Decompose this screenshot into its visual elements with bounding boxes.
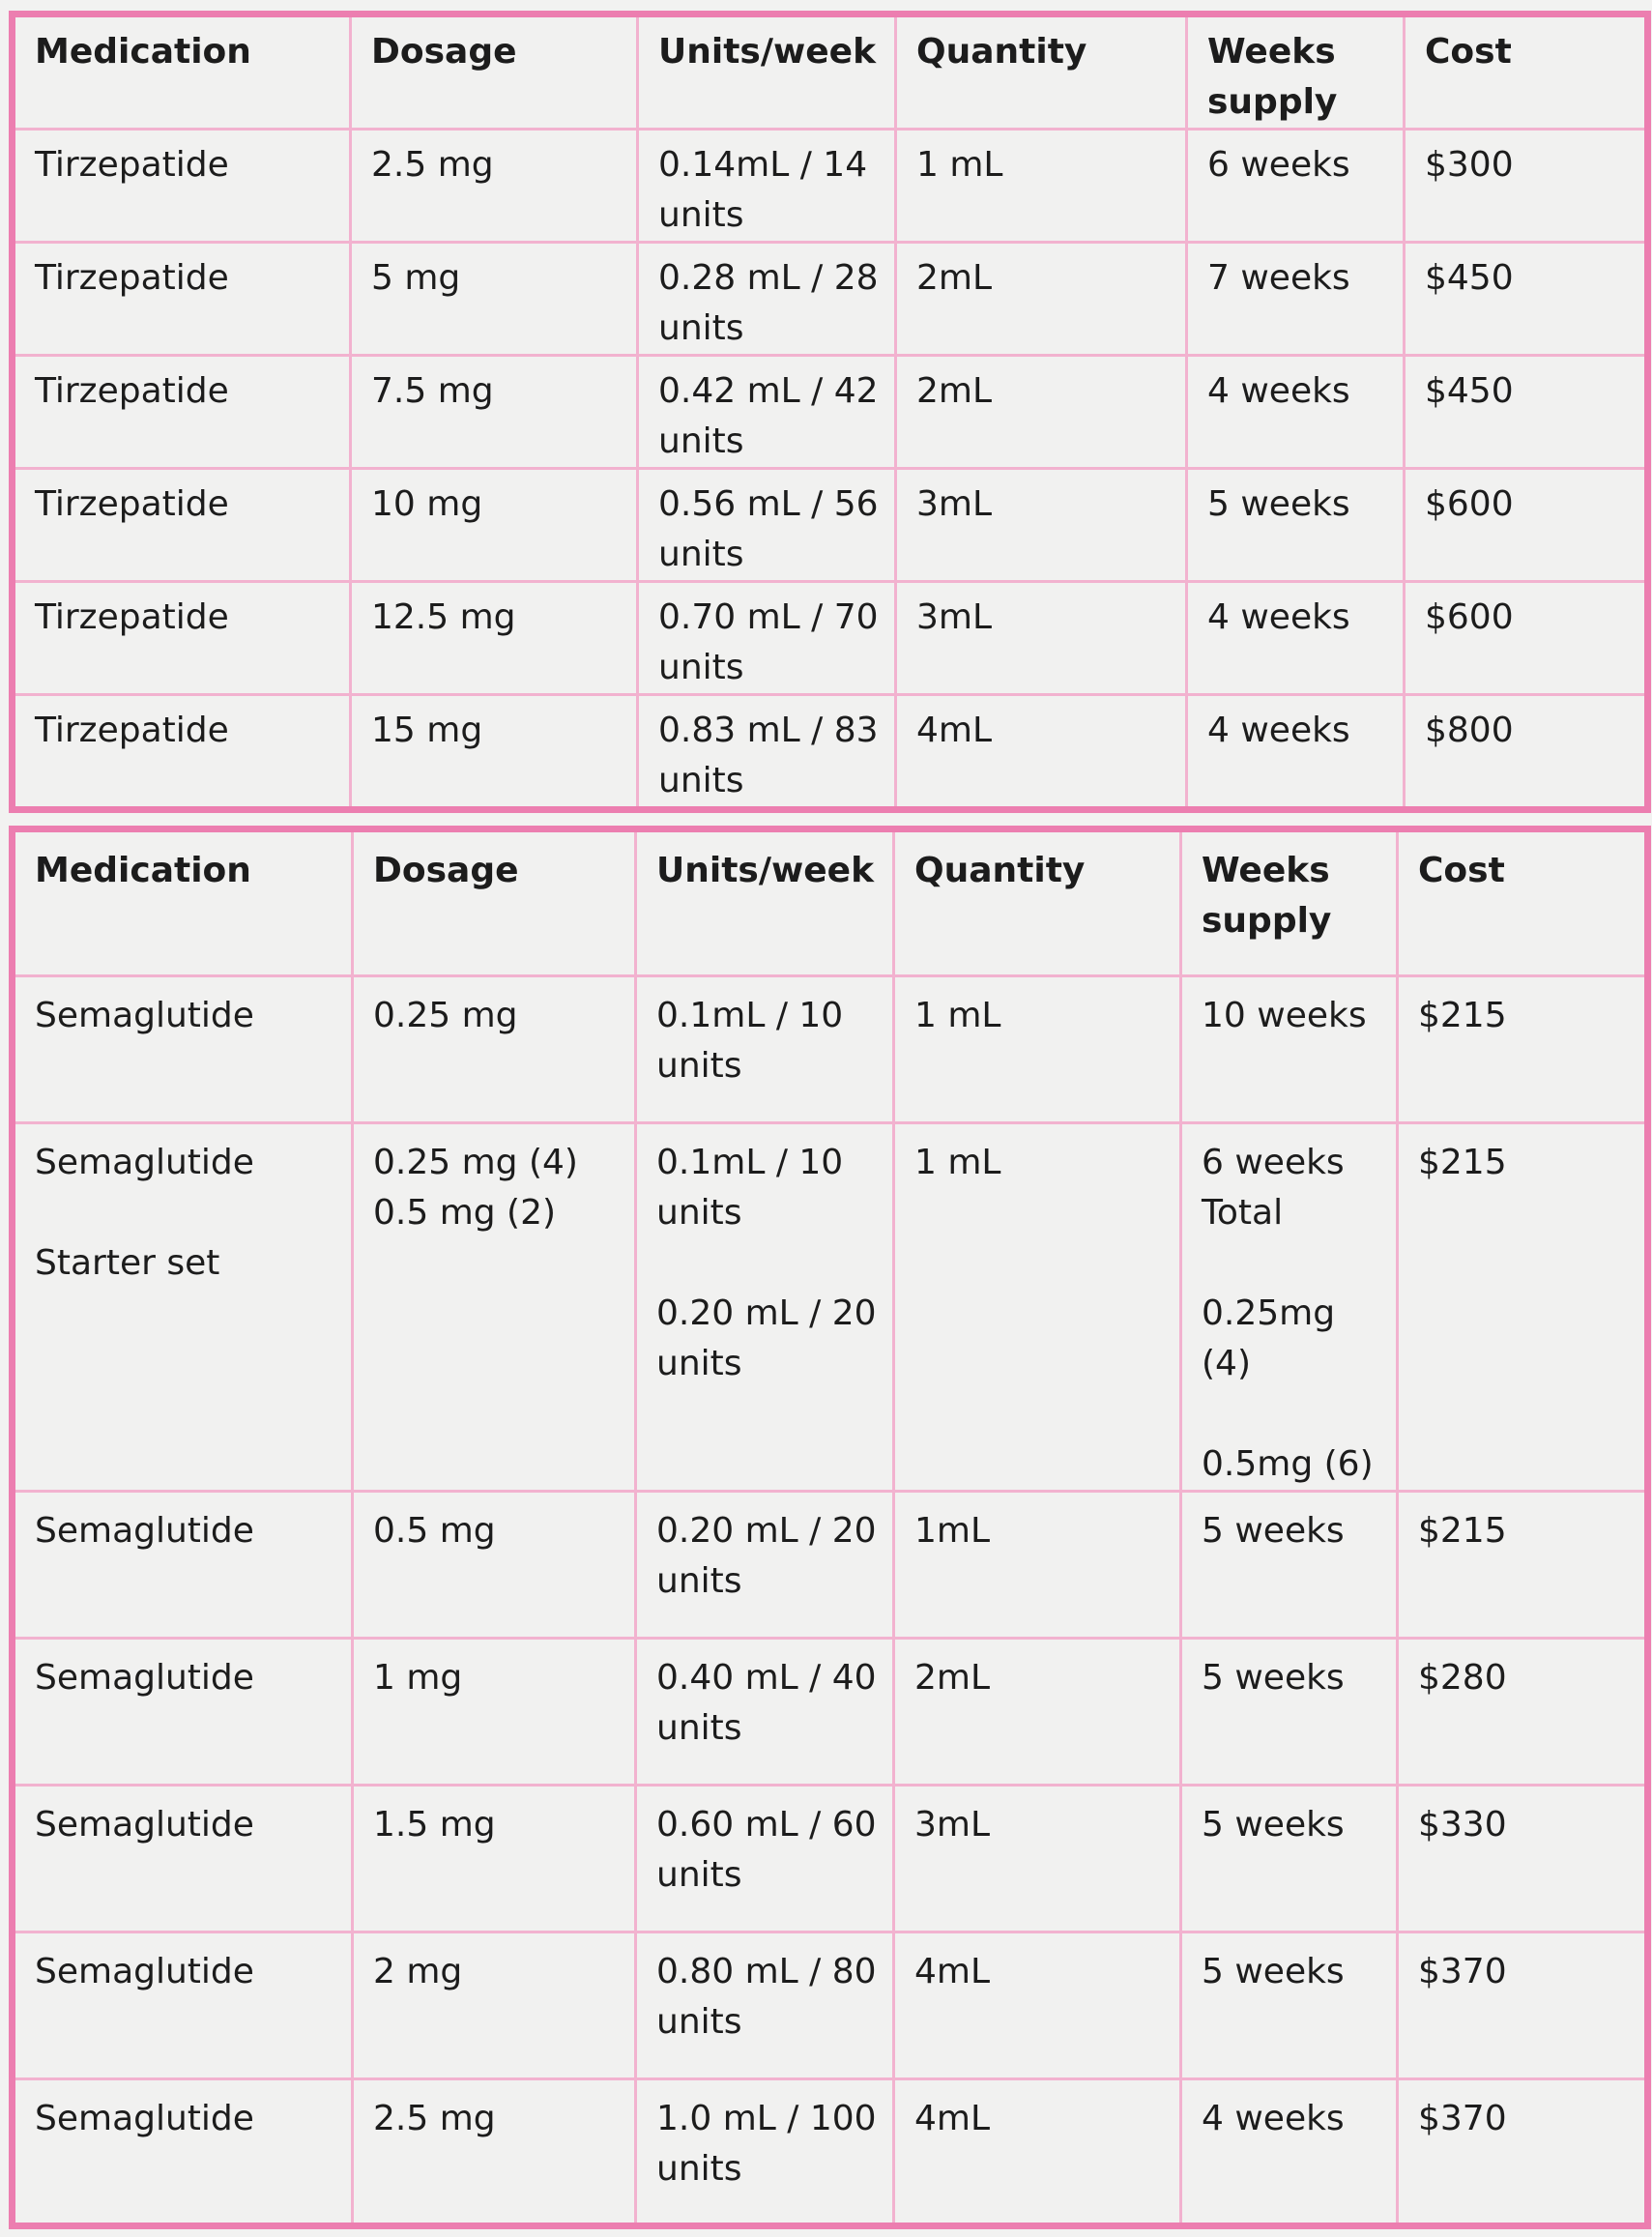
header-weeks-supply: Weeks supply — [1187, 15, 1405, 130]
cell-dosage: 0.25 mg (4) 0.5 mg (2) — [353, 1123, 636, 1492]
table-row — [13, 976, 1648, 1123]
cell-medication: Semaglutide Starter set — [13, 1123, 353, 1492]
cell-medication: Semaglutide — [13, 1932, 353, 2079]
cell-quantity: 3mL — [896, 582, 1187, 695]
cell-weeks-supply: 5 weeks — [1181, 1639, 1398, 1786]
cell-quantity: 1 mL — [894, 1123, 1181, 1492]
cell-weeks-supply: 5 weeks — [1181, 1786, 1398, 1932]
cell-dosage: 2.5 mg — [353, 2079, 636, 2226]
cell-medication: Semaglutide — [13, 1639, 353, 1786]
cell-cost: $215 — [1398, 1492, 1648, 1639]
cell-units-week: 0.70 mL / 70 units — [638, 582, 896, 695]
header-dosage: Dosage — [353, 829, 636, 976]
cell-medication: Tirzepatide — [13, 469, 351, 582]
cell-units-week: 0.42 mL / 42 units — [638, 356, 896, 469]
header-units-week: Units/week — [636, 829, 894, 976]
cell-cost: $600 — [1405, 582, 1648, 695]
cell-cost: $600 — [1405, 469, 1648, 582]
cell-cost: $300 — [1405, 130, 1648, 243]
cell-quantity: 3mL — [894, 1786, 1181, 1932]
cell-quantity: 4mL — [896, 695, 1187, 810]
cell-units-week: 0.14mL / 14 units — [638, 130, 896, 243]
cell-dosage: 12.5 mg — [351, 582, 638, 695]
cell-dosage: 2 mg — [353, 1932, 636, 2079]
cell-weeks-supply: 5 weeks — [1181, 1492, 1398, 1639]
cell-quantity: 1mL — [894, 1492, 1181, 1639]
cell-dosage: 2.5 mg — [351, 130, 638, 243]
cell-dosage: 0.5 mg — [353, 1492, 636, 1639]
table-row — [13, 1639, 1648, 1786]
tirzepatide-price-table — [9, 11, 1651, 813]
cell-quantity: 3mL — [896, 469, 1187, 582]
cell-dosage: 0.25 mg — [353, 976, 636, 1123]
cell-cost: $330 — [1398, 1786, 1648, 1932]
header-medication: Medication — [13, 829, 353, 976]
header-cost: Cost — [1398, 829, 1648, 976]
cell-cost: $280 — [1398, 1639, 1648, 1786]
cell-cost: $370 — [1398, 2079, 1648, 2226]
table-row — [13, 695, 1648, 810]
cell-units-week: 0.1mL / 10 units 0.20 mL / 20 units — [636, 1123, 894, 1492]
cell-cost: $450 — [1405, 243, 1648, 356]
table-header-row — [13, 829, 1648, 976]
cell-dosage: 15 mg — [351, 695, 638, 810]
cell-units-week: 0.28 mL / 28 units — [638, 243, 896, 356]
cell-weeks-supply: 5 weeks — [1181, 1932, 1398, 2079]
table-row — [13, 582, 1648, 695]
cell-medication: Tirzepatide — [13, 243, 351, 356]
cell-dosage: 1 mg — [353, 1639, 636, 1786]
cell-weeks-supply: 5 weeks — [1187, 469, 1405, 582]
cell-weeks-supply: 6 weeks — [1187, 130, 1405, 243]
cell-units-week: 0.1mL / 10 units — [636, 976, 894, 1123]
cell-medication: Semaglutide — [13, 976, 353, 1123]
header-cost: Cost — [1405, 15, 1648, 130]
cell-cost: $450 — [1405, 356, 1648, 469]
cell-dosage: 7.5 mg — [351, 356, 638, 469]
table-row — [13, 2079, 1648, 2226]
header-units-week: Units/week — [638, 15, 896, 130]
table-row — [13, 1932, 1648, 2079]
cell-units-week: 0.60 mL / 60 units — [636, 1786, 894, 1932]
cell-cost: $370 — [1398, 1932, 1648, 2079]
cell-units-week: 0.80 mL / 80 units — [636, 1932, 894, 2079]
cell-weeks-supply: 7 weeks — [1187, 243, 1405, 356]
cell-cost: $215 — [1398, 1123, 1648, 1492]
cell-medication: Semaglutide — [13, 2079, 353, 2226]
cell-quantity: 4mL — [894, 1932, 1181, 2079]
header-quantity: Quantity — [896, 15, 1187, 130]
header-medication: Medication — [13, 15, 351, 130]
cell-units-week: 0.56 mL / 56 units — [638, 469, 896, 582]
table-header-row — [13, 15, 1648, 130]
header-quantity: Quantity — [894, 829, 1181, 976]
table-row — [13, 1123, 1648, 1492]
cell-quantity: 1 mL — [896, 130, 1187, 243]
cell-cost: $215 — [1398, 976, 1648, 1123]
header-dosage: Dosage — [351, 15, 638, 130]
cell-medication: Tirzepatide — [13, 356, 351, 469]
cell-units-week: 0.83 mL / 83 units — [638, 695, 896, 810]
cell-weeks-supply: 4 weeks — [1187, 695, 1405, 810]
table-row — [13, 469, 1648, 582]
cell-cost: $800 — [1405, 695, 1648, 810]
cell-weeks-supply: 10 weeks — [1181, 976, 1398, 1123]
table-row — [13, 130, 1648, 243]
cell-medication: Semaglutide — [13, 1786, 353, 1932]
cell-quantity: 1 mL — [894, 976, 1181, 1123]
cell-units-week: 0.20 mL / 20 units — [636, 1492, 894, 1639]
cell-medication: Tirzepatide — [13, 695, 351, 810]
table-row — [13, 1786, 1648, 1932]
cell-dosage: 1.5 mg — [353, 1786, 636, 1932]
cell-quantity: 2mL — [896, 356, 1187, 469]
cell-quantity: 2mL — [896, 243, 1187, 356]
header-weeks-supply: Weeks supply — [1181, 829, 1398, 976]
table-row — [13, 1492, 1648, 1639]
cell-medication: Tirzepatide — [13, 582, 351, 695]
cell-weeks-supply: 4 weeks — [1187, 582, 1405, 695]
cell-weeks-supply: 4 weeks — [1187, 356, 1405, 469]
cell-quantity: 4mL — [894, 2079, 1181, 2226]
cell-weeks-supply: 6 weeks Total 0.25mg (4) 0.5mg (6) — [1181, 1123, 1398, 1492]
table-row — [13, 243, 1648, 356]
cell-weeks-supply: 4 weeks — [1181, 2079, 1398, 2226]
cell-medication: Tirzepatide — [13, 130, 351, 243]
cell-units-week: 0.40 mL / 40 units — [636, 1639, 894, 1786]
semaglutide-price-table — [9, 826, 1651, 2229]
cell-units-week: 1.0 mL / 100 units — [636, 2079, 894, 2226]
cell-quantity: 2mL — [894, 1639, 1181, 1786]
cell-medication: Semaglutide — [13, 1492, 353, 1639]
cell-dosage: 10 mg — [351, 469, 638, 582]
cell-dosage: 5 mg — [351, 243, 638, 356]
table-row — [13, 356, 1648, 469]
